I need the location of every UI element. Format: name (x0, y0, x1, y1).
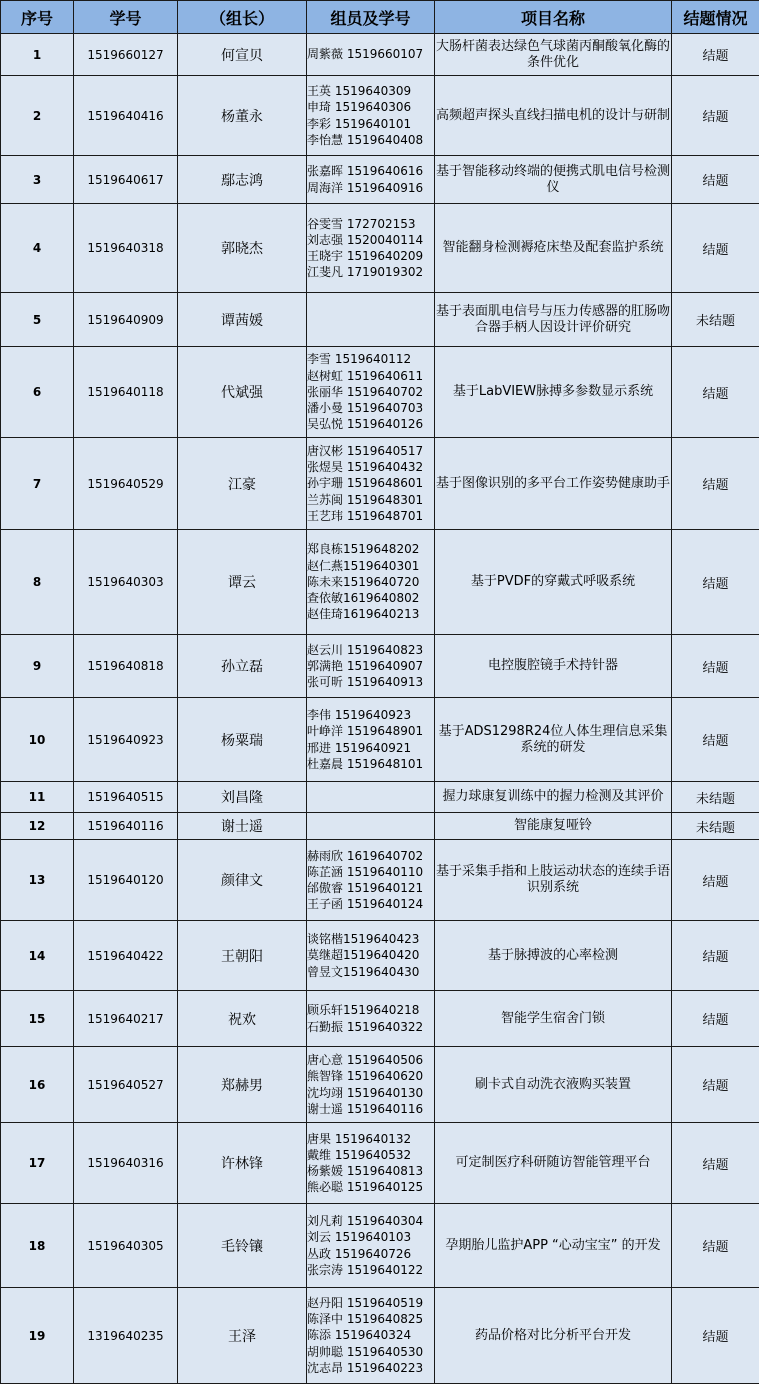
member-entry: 郭满艳 1519640907 (307, 658, 424, 673)
member-entry: 张可昕 1519640913 (307, 675, 424, 690)
leader-student-id: 1519640416 (74, 76, 178, 156)
member-entry: 胡帅聪 1519640530 (307, 1344, 424, 1359)
table-row (1, 347, 759, 438)
member-entry: 李怡慧 1519640408 (307, 132, 424, 147)
project-name: 刷卡式自动洗衣液购买装置 (435, 1047, 672, 1123)
completion-status: 结题 (672, 34, 759, 76)
member-entry: 赵仁燕1519640301 (307, 558, 420, 573)
table-row (1, 76, 759, 156)
member-entry: 唐汉彬 1519640517 (307, 443, 424, 458)
row-index: 3 (1, 156, 74, 204)
completion-status: 未结题 (672, 813, 759, 840)
member-list (307, 1123, 435, 1204)
completion-status: 结题 (672, 438, 759, 530)
project-name: 基于PVDF的穿戴式呼吸系统 (435, 530, 672, 635)
member-entry: 陈泽中 1519640825 (307, 1312, 424, 1327)
row-index: 5 (1, 293, 74, 347)
member-entry: 杜嘉晨 1519648101 (307, 756, 424, 771)
member-entry: 戴维 1519640532 (307, 1147, 412, 1162)
member-entry: 张煜昊 1519640432 (307, 460, 424, 475)
project-name: 握力球康复训练中的握力检测及其评价 (435, 782, 672, 813)
completion-status: 结题 (672, 1204, 759, 1288)
member-entry: 周紫薇 1519660107 (307, 47, 424, 62)
completion-status: 结题 (672, 840, 759, 921)
member-entry: 陈添 1519640324 (307, 1328, 412, 1343)
member-entry: 李雪 1519640112 (307, 352, 412, 367)
leader-student-id: 1519640909 (74, 293, 178, 347)
member-entry: 李彩 1519640101 (307, 116, 412, 131)
member-list (307, 1288, 435, 1384)
row-index: 18 (1, 1204, 74, 1288)
member-entry: 王晓宇 1519640209 (307, 249, 424, 263)
member-list (307, 921, 435, 991)
member-list (307, 204, 435, 293)
project-name: 基于ADS1298R24位人体生理信息采集系统的研发 (435, 698, 672, 782)
member-entry: 沈志昂 1519640223 (307, 1360, 424, 1375)
completion-status: 结题 (672, 1123, 759, 1204)
table-row (1, 204, 759, 293)
leader-name: 刘昌隆 (178, 782, 307, 813)
leader-student-id: 1519640529 (74, 438, 178, 530)
member-entry: 陈未来1519640720 (307, 574, 420, 589)
member-entry: 兰苏闽 1519648301 (307, 492, 424, 507)
table-body (1, 34, 759, 1384)
project-name: 可定制医疗科研随访智能管理平台 (435, 1123, 672, 1204)
member-list (307, 813, 435, 840)
member-entry: 赵丹阳 1519640519 (307, 1295, 424, 1310)
leader-name: 孙立磊 (178, 635, 307, 698)
leader-student-id: 1519640217 (74, 991, 178, 1047)
leader-name: 许林锋 (178, 1123, 307, 1204)
leader-student-id: 1519640617 (74, 156, 178, 204)
row-index: 6 (1, 347, 74, 438)
leader-student-id: 1519640116 (74, 813, 178, 840)
member-entry: 王英 1519640309 (307, 84, 412, 99)
table-row (1, 530, 759, 635)
row-index: 9 (1, 635, 74, 698)
leader-name: 王朝阳 (178, 921, 307, 991)
completion-status: 结题 (672, 156, 759, 204)
leader-name: 王泽 (178, 1288, 307, 1384)
table-row (1, 1047, 759, 1123)
leader-student-id: 1519640316 (74, 1123, 178, 1204)
project-name: 智能康复哑铃 (435, 813, 672, 840)
member-entry: 邢进 1519640921 (307, 740, 412, 755)
leader-student-id: 1519640305 (74, 1204, 178, 1288)
table-row (1, 1288, 759, 1384)
table-row (1, 1123, 759, 1204)
leader-name: 郑赫男 (178, 1047, 307, 1123)
member-entry: 赵云川 1519640823 (307, 642, 424, 657)
member-entry: 沈均翊 1519640130 (307, 1085, 424, 1100)
header-status: 结题情况 (672, 1, 759, 34)
member-entry: 王子函 1519640124 (307, 897, 424, 912)
member-list (307, 1047, 435, 1123)
row-index: 14 (1, 921, 74, 991)
completion-status: 结题 (672, 635, 759, 698)
member-list (307, 991, 435, 1047)
completion-status: 结题 (672, 76, 759, 156)
completion-status: 结题 (672, 921, 759, 991)
member-entry: 石勤振 1519640322 (307, 1019, 424, 1034)
project-name: 孕期胎儿监护APP “心动宝宝” 的开发 (435, 1204, 672, 1288)
member-list (307, 76, 435, 156)
leader-name: 谭茜媛 (178, 293, 307, 347)
member-entry: 曾昱文1519640430 (307, 964, 420, 979)
leader-name: 毛铃镶 (178, 1204, 307, 1288)
member-entry: 周海洋 1519640916 (307, 180, 424, 195)
leader-student-id: 1319640235 (74, 1288, 178, 1384)
project-name: 基于采集手指和上肢运动状态的连续手语识别系统 (435, 840, 672, 921)
member-entry: 张丽华 1519640702 (307, 384, 424, 399)
member-entry: 孙宇珊 1519648601 (307, 476, 424, 491)
project-name: 基于图像识别的多平台工作姿势健康助手 (435, 438, 672, 530)
row-index: 16 (1, 1047, 74, 1123)
leader-name: 江豪 (178, 438, 307, 530)
member-entry: 谷雯雪 172702153 (307, 216, 416, 231)
member-list (307, 34, 435, 76)
member-entry: 申琦 1519640306 (307, 100, 412, 115)
leader-student-id: 1519640923 (74, 698, 178, 782)
leader-name: 谢士遥 (178, 813, 307, 840)
member-entry: 郑良栋1519648202 (307, 542, 420, 557)
leader-name: 鄢志鸿 (178, 156, 307, 204)
header-members: 组员及学号 (307, 1, 435, 34)
member-entry: 邰傲睿 1519640121 (307, 881, 424, 895)
member-list (307, 438, 435, 530)
header-student-id: 学号 (74, 1, 178, 34)
table-row (1, 698, 759, 782)
table-row (1, 813, 759, 840)
member-entry: 赫雨欣 1619640702 (307, 848, 424, 863)
member-entry: 熊必聪 1519640125 (307, 1180, 424, 1195)
leader-student-id: 1519640818 (74, 635, 178, 698)
row-index: 10 (1, 698, 74, 782)
project-name: 基于LabVIEW脉搏多参数显示系统 (435, 347, 672, 438)
member-entry: 谈铭楷1519640423 (307, 932, 420, 947)
member-list (307, 635, 435, 698)
member-entry: 谢士遥 1519640116 (307, 1101, 424, 1116)
leader-name: 杨粟瑞 (178, 698, 307, 782)
completion-status: 未结题 (672, 782, 759, 813)
member-entry: 查依敏1619640802 (307, 591, 420, 606)
leader-name: 郭晓杰 (178, 204, 307, 293)
row-index: 4 (1, 204, 74, 293)
leader-name: 代斌强 (178, 347, 307, 438)
row-index: 15 (1, 991, 74, 1047)
row-index: 7 (1, 438, 74, 530)
table-row (1, 782, 759, 813)
member-entry: 叶峥洋 1519648901 (307, 724, 424, 739)
project-name: 基于表面肌电信号与压力传感器的肛肠吻合器手柄人因设计评价研究 (435, 293, 672, 347)
member-entry: 丛政 1519640726 (307, 1246, 412, 1261)
completion-status: 结题 (672, 991, 759, 1047)
leader-student-id: 1519640120 (74, 840, 178, 921)
header-project-name: 项目名称 (435, 1, 672, 34)
member-entry: 熊智锋 1519640620 (307, 1069, 424, 1084)
leader-student-id: 1519640318 (74, 204, 178, 293)
leader-name: 祝欢 (178, 991, 307, 1047)
leader-student-id: 1519640118 (74, 347, 178, 438)
completion-status: 结题 (672, 347, 759, 438)
member-entry: 杨紫媛 1519640813 (307, 1164, 424, 1178)
member-list (307, 698, 435, 782)
leader-name: 谭云 (178, 530, 307, 635)
header-index: 序号 (1, 1, 74, 34)
member-entry: 江斐凡 1719019302 (307, 265, 424, 280)
project-name: 基于脉搏波的心率检测 (435, 921, 672, 991)
completion-status: 未结题 (672, 293, 759, 347)
leader-student-id: 1519640527 (74, 1047, 178, 1123)
member-entry: 潘小曼 1519640703 (307, 401, 424, 416)
completion-status: 结题 (672, 530, 759, 635)
leader-student-id: 1519640422 (74, 921, 178, 991)
member-entry: 刘志强 1520040114 (307, 232, 424, 247)
member-entry: 李伟 1519640923 (307, 708, 412, 723)
member-entry: 赵树虹 1519640611 (307, 368, 424, 383)
leader-student-id: 1519660127 (74, 34, 178, 76)
project-name: 药品价格对比分析平台开发 (435, 1288, 672, 1384)
project-name: 高频超声探头直线扫描电机的设计与研制 (435, 76, 672, 156)
member-list (307, 156, 435, 204)
member-list (307, 347, 435, 438)
leader-student-id: 1519640515 (74, 782, 178, 813)
member-entry: 陈芷涵 1519640110 (307, 864, 424, 879)
completion-status: 结题 (672, 204, 759, 293)
member-list (307, 530, 435, 635)
leader-student-id: 1519640303 (74, 530, 178, 635)
table-row (1, 156, 759, 204)
table-row (1, 293, 759, 347)
header-leader: （组长） (178, 1, 307, 34)
leader-name: 颜律文 (178, 840, 307, 921)
row-index: 17 (1, 1123, 74, 1204)
member-list (307, 1204, 435, 1288)
completion-status: 结题 (672, 698, 759, 782)
completion-status: 结题 (672, 1288, 759, 1384)
member-entry: 张宗涛 1519640122 (307, 1262, 424, 1277)
project-name: 电控腹腔镜手术持针器 (435, 635, 672, 698)
member-list (307, 293, 435, 347)
row-index: 19 (1, 1288, 74, 1384)
table-row (1, 1204, 759, 1288)
table-row (1, 34, 759, 76)
row-index: 1 (1, 34, 74, 76)
member-entry: 唐心意 1519640506 (307, 1053, 424, 1068)
row-index: 11 (1, 782, 74, 813)
row-index: 12 (1, 813, 74, 840)
member-entry: 王艺玮 1519648701 (307, 508, 424, 523)
member-entry: 唐果 1519640132 (307, 1131, 412, 1146)
leader-name: 何宣贝 (178, 34, 307, 76)
member-entry: 顾乐轩1519640218 (307, 1003, 420, 1018)
project-name: 基于智能移动终端的便携式肌电信号检测仪 (435, 156, 672, 204)
member-entry: 莫继超1519640420 (307, 948, 420, 963)
table-header (1, 1, 759, 34)
table-row (1, 921, 759, 991)
leader-name: 杨董永 (178, 76, 307, 156)
table-row (1, 991, 759, 1047)
table-row (1, 438, 759, 530)
table-row (1, 840, 759, 921)
member-list (307, 782, 435, 813)
member-entry: 刘云 1519640103 (307, 1230, 412, 1245)
row-index: 2 (1, 76, 74, 156)
project-name: 大肠杆菌表达绿色气球菌丙酮酸氧化酶的条件优化 (435, 34, 672, 76)
member-list (307, 840, 435, 921)
project-name: 智能学生宿舍门锁 (435, 991, 672, 1047)
row-index: 8 (1, 530, 74, 635)
member-entry: 吴弘悦 1519640126 (307, 417, 424, 432)
member-entry: 赵佳琦1619640213 (307, 607, 420, 622)
project-name: 智能翻身检测褥疮床垫及配套监护系统 (435, 204, 672, 293)
table-row (1, 635, 759, 698)
member-entry: 刘凡莉 1519640304 (307, 1214, 424, 1229)
completion-status: 结题 (672, 1047, 759, 1123)
member-entry: 张嘉晖 1519640616 (307, 164, 424, 179)
row-index: 13 (1, 840, 74, 921)
